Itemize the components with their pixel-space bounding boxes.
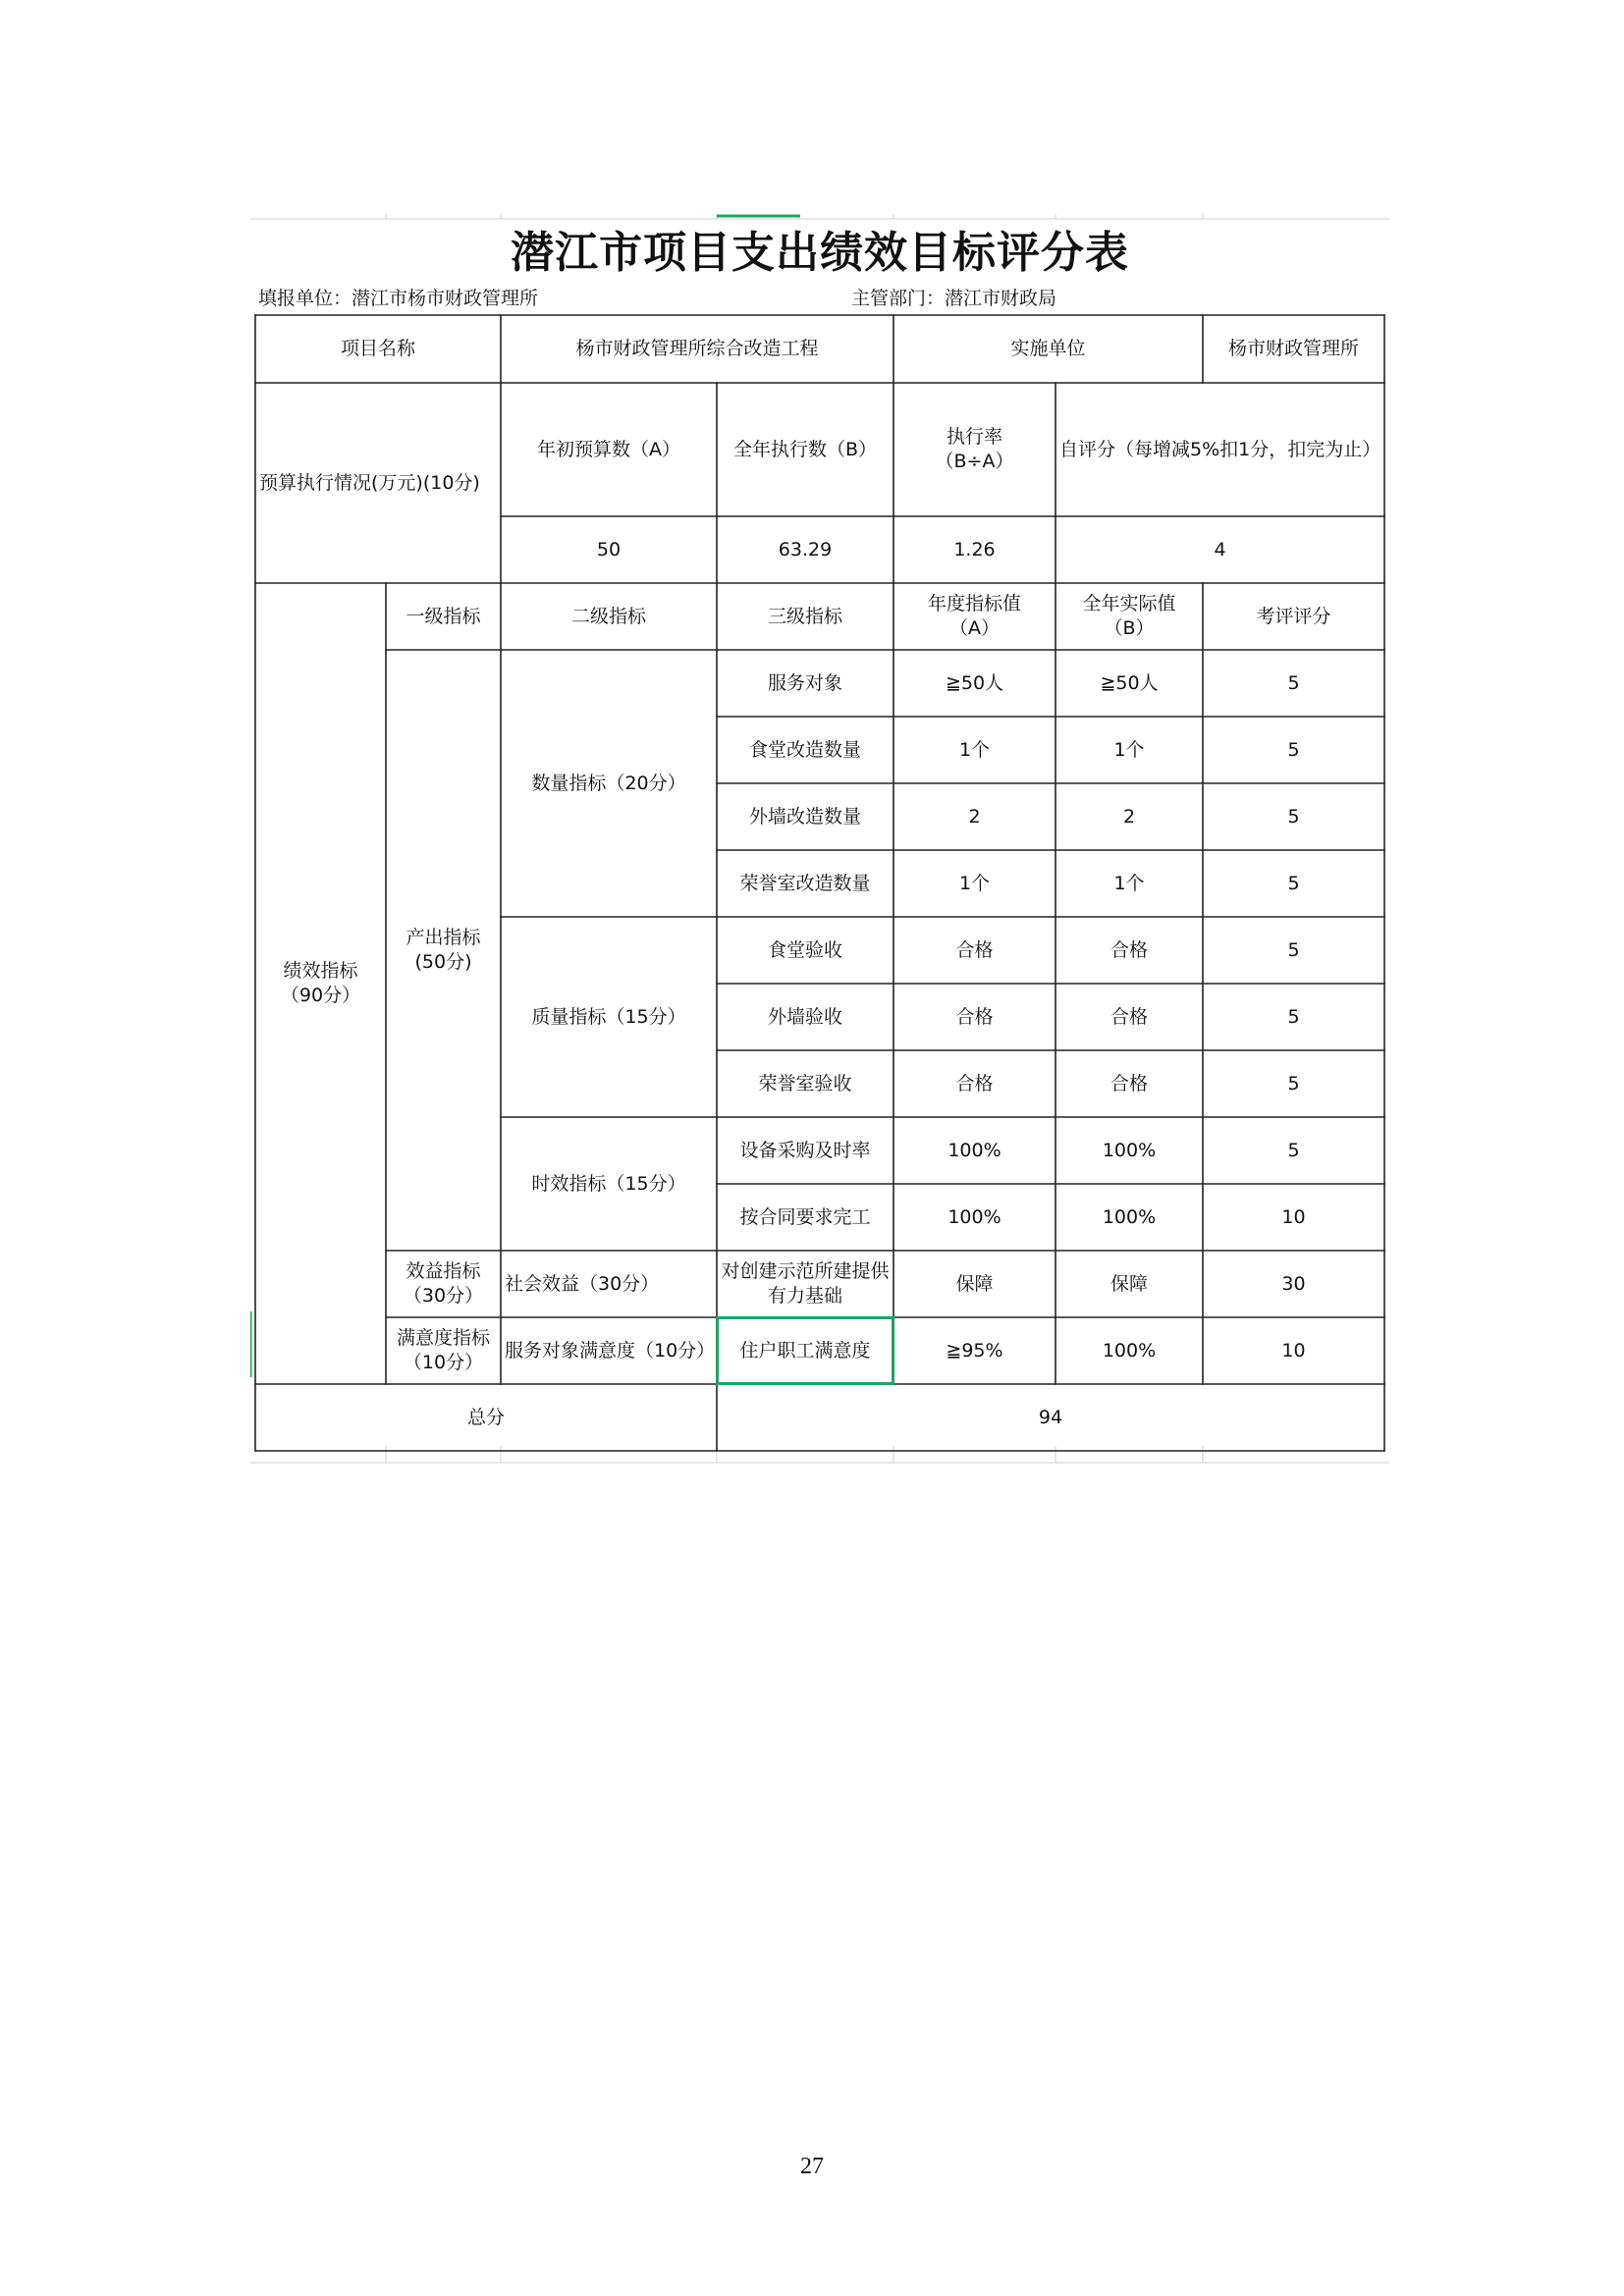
benefit-indicator-label: 效益指标 （30分） [403, 1260, 484, 1307]
indicator-actual[interactable]: 100% [1102, 1139, 1157, 1161]
indicator-actual[interactable]: 合格 [1110, 938, 1148, 961]
indicator-actual[interactable]: 合格 [1110, 1005, 1148, 1028]
indicator-name[interactable]: 食堂改造数量 [748, 738, 861, 761]
indicator-score[interactable]: 5 [1287, 1005, 1300, 1028]
indicator-name[interactable]: 设备采购及时率 [739, 1139, 871, 1161]
project-name-value[interactable]: 杨市财政管理所综合改造工程 [575, 338, 819, 359]
indicator-actual[interactable]: 1个 [1113, 738, 1145, 761]
page-number: 27 [800, 2154, 824, 2179]
indicator-target[interactable]: 合格 [955, 1005, 994, 1028]
indicator-score[interactable]: 5 [1287, 671, 1300, 694]
indicator-name[interactable]: 服务对象 [767, 671, 842, 694]
indicator-name[interactable]: 食堂验收 [767, 938, 842, 961]
indicator-name[interactable]: 对创建示范所建提供有力基础 [721, 1260, 890, 1307]
timeliness-indicator-label: 时效指标（15分） [531, 1172, 686, 1195]
indicator-score[interactable]: 5 [1287, 872, 1300, 894]
indicator-name[interactable]: 荣誉室改造数量 [739, 872, 871, 894]
page-title: 潜江市项目支出绩效目标评分表 [511, 228, 1129, 278]
implementing-unit-value[interactable]: 杨市财政管理所 [1227, 338, 1359, 359]
indicator-actual[interactable]: ≧50人 [1100, 671, 1159, 694]
budget-executed-header: 全年执行数（B） [732, 438, 878, 460]
indicator-name[interactable]: 荣誉室验收 [758, 1072, 852, 1095]
indicator-target[interactable]: ≧50人 [945, 671, 1004, 694]
target-value-header: 年度指标值 （A） [927, 593, 1021, 639]
indicator-name[interactable]: 外墙改造数量 [748, 805, 861, 828]
indicator-actual[interactable]: 2 [1122, 805, 1136, 828]
indicator-actual[interactable]: 保障 [1110, 1272, 1148, 1295]
indicator-actual[interactable]: 1个 [1113, 872, 1145, 894]
filling-unit: 填报单位：潜江市杨市财政管理所 [258, 288, 539, 309]
quantity-indicator-label: 数量指标（20分） [531, 772, 686, 794]
supervising-department: 主管部门：潜江市财政局 [851, 288, 1057, 309]
performance-indicators-label: 绩效指标 （90分） [280, 960, 361, 1006]
social-benefit-label: 社会效益（30分） [505, 1272, 660, 1295]
satisfaction-indicator-label: 满意度指标 （10分） [396, 1327, 490, 1373]
indicator-target[interactable]: 1个 [958, 738, 991, 761]
execution-rate-header: 执行率 （B÷A） [935, 426, 1014, 472]
execution-rate-value[interactable]: 1.26 [953, 538, 996, 561]
indicator-score[interactable]: 5 [1287, 738, 1300, 761]
service-satisfaction-label: 服务对象满意度（10分） [505, 1339, 716, 1362]
budget-initial-value[interactable]: 50 [596, 538, 622, 561]
indicator-target[interactable]: 保障 [955, 1272, 994, 1295]
indicator-score[interactable]: 10 [1281, 1339, 1306, 1362]
indicator-target[interactable]: 1个 [958, 872, 991, 894]
output-indicator-label: 产出指标 (50分) [406, 927, 481, 973]
indicator-name[interactable]: 按合同要求完工 [739, 1205, 871, 1228]
self-score-header: 自评分（每增减5%扣1分，扣完为止） [1059, 438, 1381, 460]
indicator-score[interactable]: 5 [1287, 805, 1300, 828]
indicator-target[interactable]: 合格 [955, 938, 994, 961]
implementing-unit-label: 实施单位 [1010, 338, 1086, 359]
score-sheet [250, 214, 1389, 1470]
budget-execution-label: 预算执行情况(万元)(10分) [259, 471, 480, 494]
indicator-target[interactable]: 合格 [955, 1072, 994, 1095]
actual-value-header: 全年实际值 （B） [1082, 593, 1176, 639]
indicator-score[interactable]: 5 [1287, 1072, 1300, 1095]
total-score-label: 总分 [466, 1406, 505, 1428]
level2-header: 二级指标 [570, 605, 646, 627]
score-header: 考评评分 [1256, 605, 1331, 627]
indicator-target[interactable]: 100% [947, 1205, 1001, 1228]
indicator-name[interactable]: 住户职工满意度 [717, 1317, 893, 1384]
level1-header: 一级指标 [406, 605, 481, 627]
indicator-score[interactable]: 5 [1287, 1139, 1300, 1161]
indicator-score[interactable]: 5 [1287, 938, 1300, 961]
indicator-actual[interactable]: 合格 [1110, 1072, 1148, 1095]
project-name-label: 项目名称 [340, 338, 415, 359]
indicator-score[interactable]: 30 [1281, 1272, 1306, 1295]
indicator-target[interactable]: ≧95% [946, 1339, 1003, 1362]
self-score-value[interactable]: 4 [1214, 538, 1226, 561]
budget-executed-value[interactable]: 63.29 [778, 538, 833, 561]
indicator-target[interactable]: 100% [947, 1139, 1001, 1161]
indicator-score[interactable]: 10 [1281, 1205, 1306, 1228]
indicator-actual[interactable]: 100% [1102, 1205, 1157, 1228]
indicator-name[interactable]: 外墙验收 [767, 1005, 842, 1028]
budget-initial-header: 年初预算数（A） [537, 438, 680, 460]
indicator-target[interactable]: 2 [968, 805, 981, 828]
indicator-actual[interactable]: 100% [1102, 1339, 1157, 1362]
total-score-value[interactable]: 94 [1038, 1406, 1063, 1428]
level3-header: 三级指标 [767, 605, 842, 627]
quality-indicator-label: 质量指标（15分） [531, 1005, 686, 1028]
